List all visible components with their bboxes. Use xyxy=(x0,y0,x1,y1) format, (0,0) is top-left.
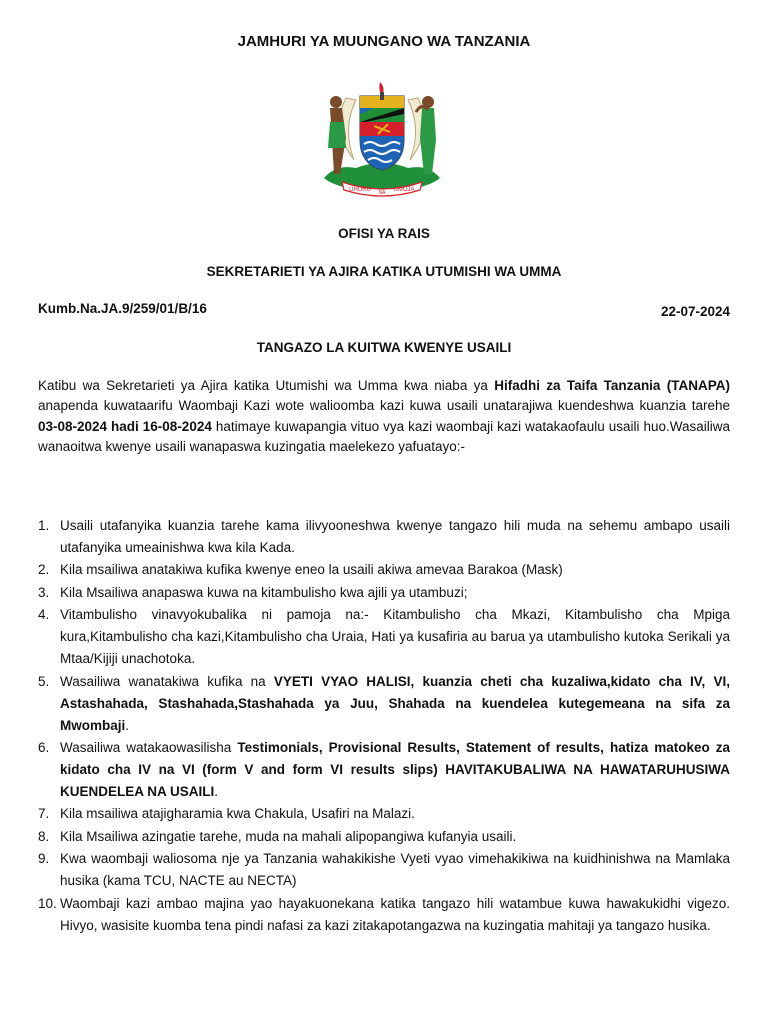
item-text: Kwa waombaji waliosoma nje ya Tanzania wahakikishe Vyeti vyao vimehakikiwa na kuidhinishwa na Mamlaka husika (kama TCU, NACTE au NECTA) xyxy=(60,851,730,889)
intro-paragraph xyxy=(38,376,730,457)
secretariat-heading: SEKRETARIETI YA AJIRA KATIKA UTUMISHI WA UMMA xyxy=(206,264,562,279)
coat-of-arms-emblem xyxy=(316,78,448,202)
item-number: 3. xyxy=(38,584,50,600)
item-text: Usaili utafanyika kuanzia tarehe kama ilivyooneshwa kwenye tangazo hili muda na sehemu ambapo usaili utafanyika umeainishwa kwa kila Kada. xyxy=(60,518,730,555)
item-number: 2. xyxy=(38,562,50,578)
list-item xyxy=(38,604,730,670)
ribbon-left-text: UHURU xyxy=(349,187,371,193)
intro-text-3: hatimaye kuwapangia vituo vya kazi waombaji kazi watakaofaulu usaili huo.Wasailiwa wanaoitwa kwenye usaili wanapaswa kuzingatia maelekezo yafuatayo:- xyxy=(38,418,730,454)
office-heading: OFISI YA RAIS xyxy=(338,226,430,241)
item-text-pre: Wasailiwa wanatakiwa kufika na xyxy=(60,673,274,689)
item-number: 1. xyxy=(38,518,50,533)
item-text: Kila msailiwa anatakiwa kufika kwenye eneo la usaili akiwa amevaa Barakoa (Mask) xyxy=(60,562,563,578)
item-number: 5. xyxy=(38,673,50,689)
item-text-bold: Testimonials, Provisional Results, Statement of results, hatiza matokeo za kidato cha IV na VI (form V and form VI results slips) HAVITAKUBALIWA NA HAWATARUHUSIWA KUENDELEA NA USAILI xyxy=(60,739,730,799)
item-number: 7. xyxy=(38,806,50,822)
list-item xyxy=(38,826,730,848)
item-text-post: . xyxy=(125,717,130,733)
list-item xyxy=(38,515,730,559)
intro-bold-1: Hifadhi za Taifa Tanzania (TANAPA) xyxy=(494,378,730,393)
item-text-pre: Wasailiwa watakaowasilisha xyxy=(60,739,238,755)
intro-text-1: Katibu wa Sekretarieti ya Ajira katika Utumishi wa Umma kwa niaba ya xyxy=(38,378,495,393)
list-item xyxy=(38,848,730,892)
ribbon-mid-text: NA xyxy=(378,190,386,196)
item-number: 8. xyxy=(38,828,50,844)
item-number: 9. xyxy=(38,851,50,867)
item-number: 6. xyxy=(38,739,50,755)
country-heading: JAMHURI YA MUUNGANO WA TANZANIA xyxy=(237,33,531,50)
intro-bold-2: 03-08-2024 hadi 16-08-2024 xyxy=(38,418,212,434)
item-text: Kila Msailiwa azingatie tarehe, muda na mahali alipopangiwa kufanyia usaili. xyxy=(60,828,517,844)
item-number: 4. xyxy=(38,607,50,623)
list-item xyxy=(38,737,730,803)
list-item xyxy=(38,582,730,604)
list-item xyxy=(38,559,730,581)
document-date: 22-07-2024 xyxy=(660,304,730,319)
announcement-title: TANGAZO LA KUITWA KWENYE USAILI xyxy=(256,340,512,355)
list-item xyxy=(38,803,730,825)
item-text: Kila msailiwa atajigharamia kwa Chakula, Usafiri na Malazi. xyxy=(60,806,415,822)
reference-number: Kumb.Na.JA.9/259/01/B/16 xyxy=(38,301,207,316)
item-text-bold: VYETI VYAO HALISI, kuanzia cheti cha kuzaliwa,kidato cha IV, VI, Astashahada, Stashahada,Stashahada ya Juu, Shahada na kuendelea kutegemeana na sifa za Mwombaji xyxy=(60,673,731,733)
list-item xyxy=(38,893,730,937)
item-text: Vitambulisho vinavyokubalika ni pamoja na:- Kitambulisho cha Mkazi, Kitambulisho cha Mpiga kura,Kitambulisho cha kazi,Kitambulisho cha Uraia, Hati ya kusafiria au barua ya utambulisho kutoka Serikali ya Mtaa/Kijiji unachotoka. xyxy=(60,607,730,667)
item-text: Waombaji kazi ambao majina yao hayakuonekana katika tangazo hili watambue kuwa hawakukidhi vigezo. Hivyo, wasisite kuomba tena pindi nafasi za kazi zitakapotangazwa na kuzingatia mahitaji ya tangazo husika. xyxy=(60,895,730,933)
ribbon-right-text: UMOJA xyxy=(393,187,415,193)
instructions-list xyxy=(38,515,730,937)
item-text-post: . xyxy=(214,783,219,799)
intro-text-2: anapenda kuwataarifu Waombaji Kazi wote walioomba kazi kuwa usaili unatarajiwa kuendeshwa kuanzia tarehe xyxy=(38,398,730,414)
item-number: 10. xyxy=(38,895,57,911)
list-item xyxy=(38,671,730,737)
item-text: Kila Msailiwa anapaswa kuwa na kitambulisho kwa ajili ya utambuzi; xyxy=(60,584,468,600)
